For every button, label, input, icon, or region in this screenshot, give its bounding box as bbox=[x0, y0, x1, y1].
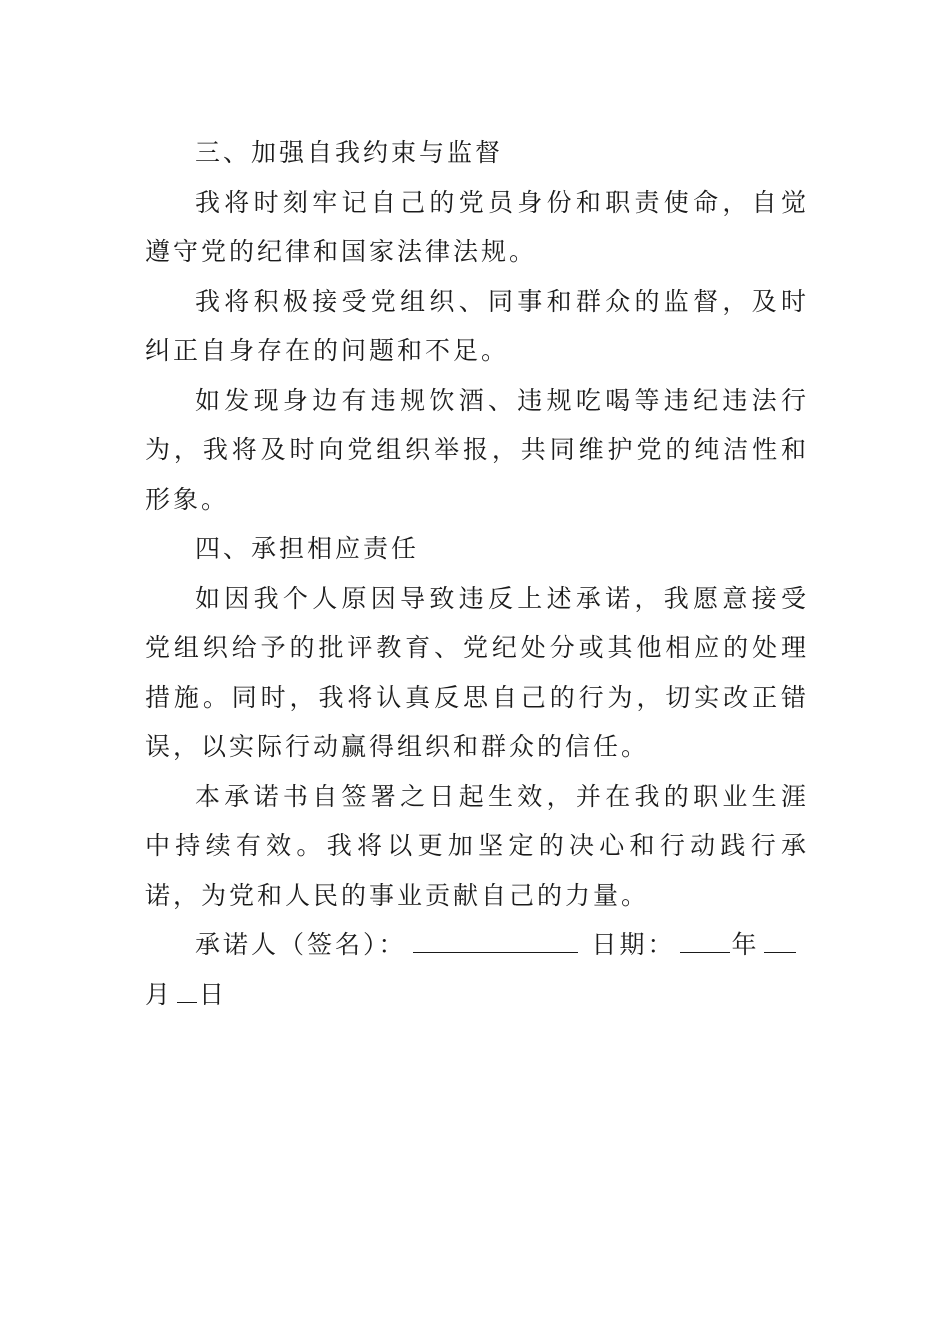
paragraph: 我将时刻牢记自己的党员身份和职责使命，自觉遵守党的纪律和国家法律法规。 bbox=[145, 187, 809, 266]
paragraph: 我将积极接受党组织、同事和群众的监督，及时纠正自身存在的问题和不足。 bbox=[145, 286, 809, 365]
document-body bbox=[145, 128, 809, 1019]
paragraph: 本承诺书自签署之日起生效，并在我的职业生涯中持续有效。我将以更加坚定的决心和行动践行承诺，为党和人民的事业贡献自己的力量。 bbox=[145, 781, 809, 910]
section-heading-4: 四、承担相应责任 bbox=[195, 534, 420, 563]
paragraph: 如因我个人原因导致违反上述承诺，我愿意接受党组织给予的批评教育、党纪处分或其他相应的处理措施。同时，我将认真反思自己的行为，切实改正错误，以实际行动赢得组织和群众的信任。 bbox=[145, 583, 809, 761]
signature-blank bbox=[413, 930, 578, 953]
paragraph: 如发现身边有违规饮酒、违规吃喝等违纪违法行为，我将及时向党组织举报，共同维护党的纯洁性和形象。 bbox=[145, 385, 809, 514]
year-blank bbox=[680, 930, 730, 953]
year-label: 年 bbox=[731, 930, 760, 959]
day-blank bbox=[177, 980, 197, 1003]
signature-label: 承诺人（签名）： bbox=[195, 930, 407, 959]
month-label: 月 bbox=[145, 979, 174, 1009]
section-heading-3: 三、加强自我约束与监督 bbox=[195, 138, 504, 167]
signature-line bbox=[145, 920, 809, 1019]
day-label: 日 bbox=[199, 979, 228, 1009]
date-label: 日期： bbox=[591, 930, 676, 959]
month-blank bbox=[764, 930, 796, 953]
